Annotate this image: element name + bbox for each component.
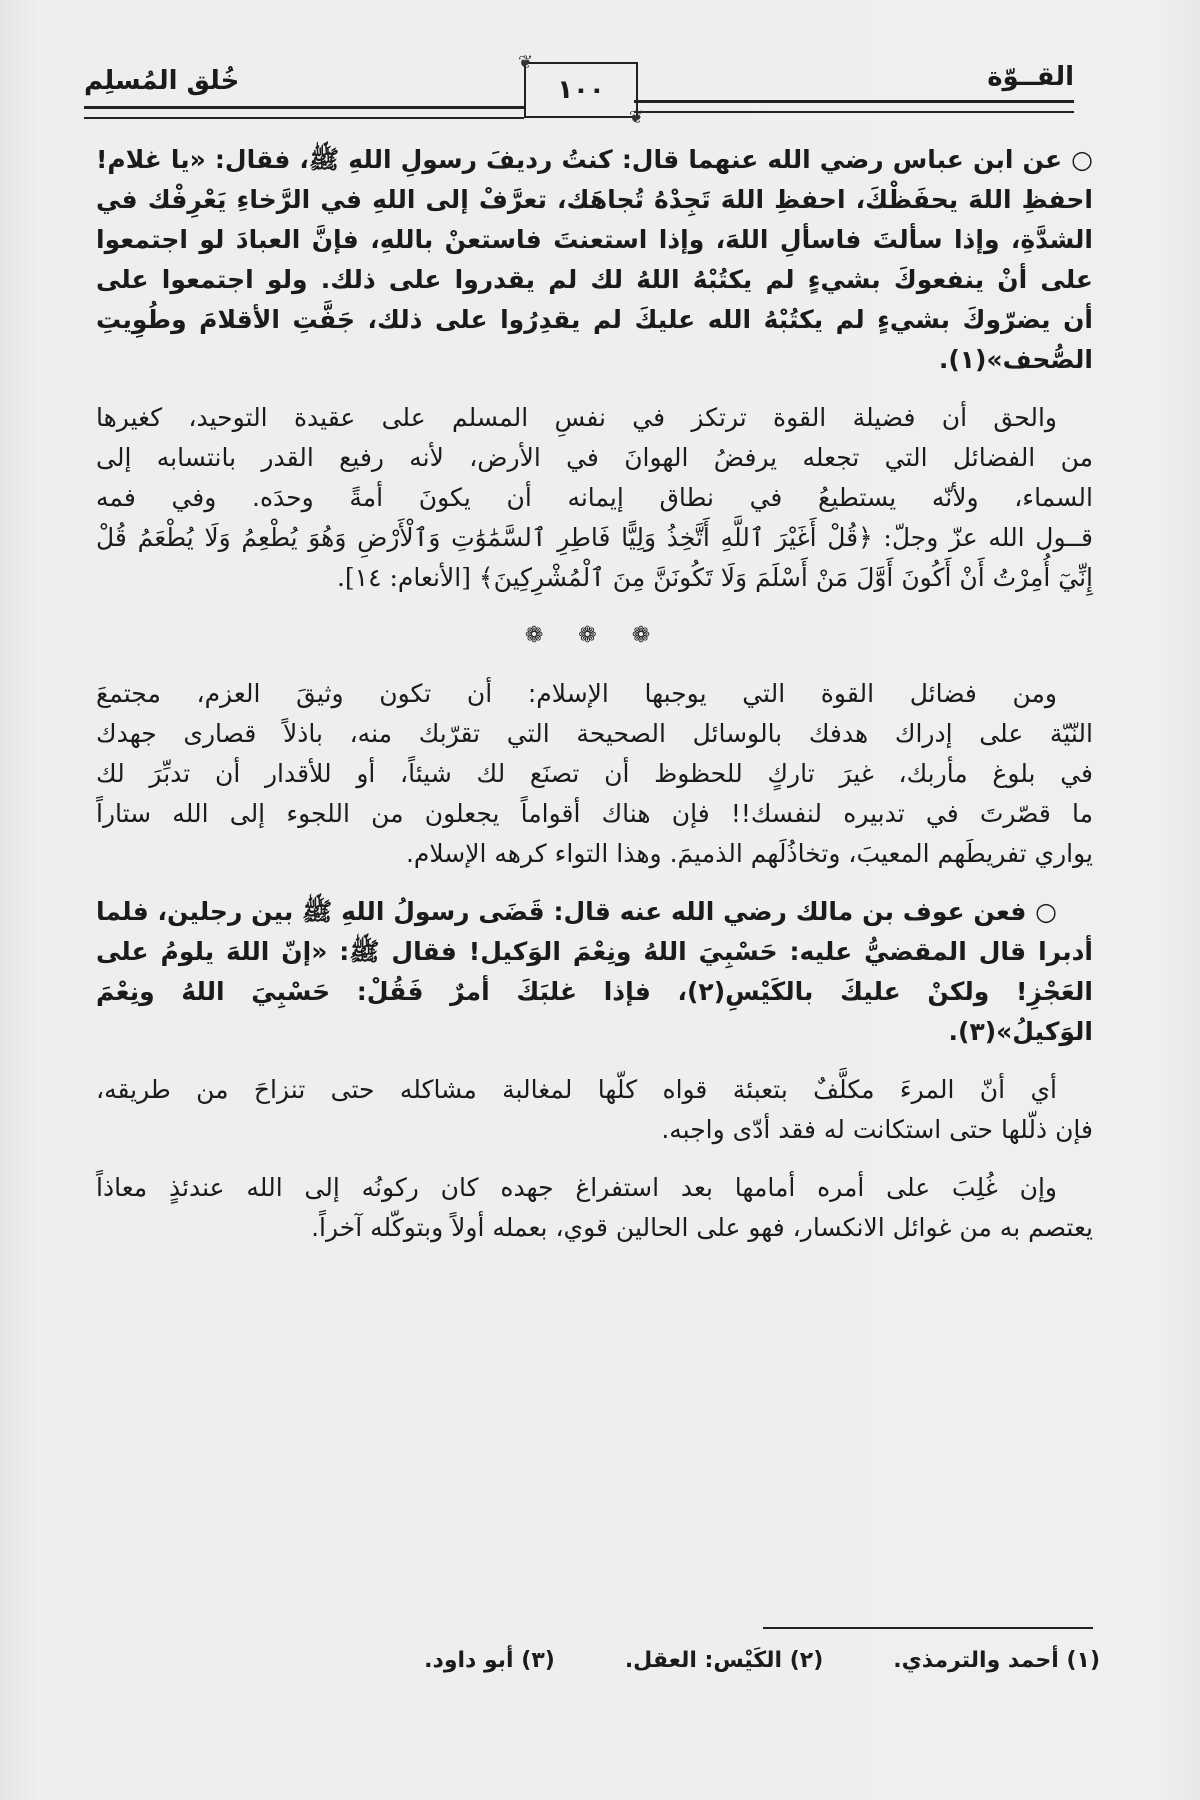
footnote-2 <box>625 1648 823 1673</box>
text-line: الصُّحف»(١). <box>938 345 1093 374</box>
page-number-box <box>518 52 644 128</box>
header-rule-left <box>84 106 524 119</box>
text-line: العَجْزِ! ولكنْ عليكَ بالكَيْسِ(٢)، فإذا غلبَكَ أمرٌ فَقُلْ: حَسْبِيَ اللهُ ونِعْمَ <box>96 977 1093 1006</box>
text-line: النّيّة على إدراك هدفك بالوسائل الصحيحة التي تقرّبك منه، باذلاً قصارى جهدك <box>96 719 1093 748</box>
footnote-marker: (٢) <box>789 1648 824 1673</box>
text-line: يعتصم به من غوائل الانكسار، فهو على الحالين قوي، بعمله أولاً وبتوكّله آخراً. <box>311 1213 1093 1242</box>
paragraph-tawhid <box>96 398 1093 598</box>
text-line: والحق أن فضيلة القوة ترتكز في نفسِ المسلم على عقيدة التوحيد، كغيرها <box>96 403 1057 432</box>
text-line: الشدَّةِ، وإذا سألتَ فاسألِ اللهَ، وإذا استعنتَ فاستعنْ باللهِ، فإنَّ العبادَ لو اجتمعوا <box>96 225 1093 254</box>
quran-verse-line: إِنِّيٓ أُمِرْتُ أَنْ أَكُونَ أَوَّلَ مَنْ أَسْلَمَ وَلَا تَكُونَنَّ مِنَ ٱلْمُشْرِكِينَ﴾ [الأنعام: ١٤]. <box>336 563 1093 592</box>
footnotes <box>180 1648 1100 1673</box>
text-line: فإن ذلّلها حتى استكانت له فقد أدّى واجبه. <box>661 1115 1093 1144</box>
paragraph-hadith-ibn-abbas <box>96 140 1093 380</box>
text-line: أدبرا قال المقضيُّ عليه: حَسْبِيَ اللهُ ونِعْمَ الوَكيل! فقال ﷺ: «إنّ اللهَ يلومُ على <box>96 937 1093 966</box>
text-line: ما قصّرتَ في تدبيره لنفسك!! فإن هناك أقواماً يجعلون من اللجوء إلى الله ستاراً <box>96 799 1093 828</box>
floral-ornament-icon: ❦ <box>518 52 534 73</box>
footnote-text: الكَيْس: العقل. <box>624 1648 783 1673</box>
footnote-3 <box>424 1648 555 1673</box>
paragraph-virtues <box>96 674 1093 874</box>
footnote-text: أحمد والترمذي. <box>893 1648 1059 1673</box>
text-line: في بلوغ مأربك، غيرَ تاركٍ للحظوظ أن تصنَع لك شيئاً، أو للأقدار أن تدبِّرَ لك <box>96 759 1093 788</box>
chapter-title: القــوّة <box>987 62 1074 92</box>
book-title: خُلق المُسلِم <box>84 66 240 96</box>
text-line: احفظِ اللهَ يحفَظْكَ، احفظِ اللهَ تَجِدْهُ تُجاهَك، تعرَّفْ إلى اللهِ في الرَّخاءِ يَعْرِفْك في <box>96 185 1093 214</box>
footnote-1 <box>893 1648 1100 1673</box>
footnote-divider <box>763 1627 1093 1629</box>
footnote-marker: (٣) <box>521 1648 555 1673</box>
text-line: السماء، ولأنّه يستطيعُ في نطاق إيمانه أن يكونَ أمةً وحدَه. وفي فمه <box>96 483 1093 512</box>
text-line: على أنْ ينفعوكَ بشيءٍ لم يكتُبْهُ اللهُ لك لم يقدروا على ذلك. ولو اجتمعوا على <box>96 265 1093 294</box>
section-separator: ❁ ❁ ❁ <box>524 623 665 648</box>
paragraph-hadith-awf <box>96 892 1093 1052</box>
footnote-text: أبو داود. <box>424 1648 514 1673</box>
text-line: ○ عن ابن عباس رضي الله عنهما قال: كنتُ رديفَ رسولِ اللهِ ﷺ، فقال: «يا غلام! <box>96 145 1093 174</box>
page-number: ١٠٠ <box>557 75 605 105</box>
footnote-marker: (١) <box>1066 1648 1100 1673</box>
text-line: ومن فضائل القوة التي يوجبها الإسلام: أن تكون وثيقَ العزم، مجتمعَ <box>96 679 1057 708</box>
page-header <box>84 52 1074 128</box>
body-text <box>96 140 1093 1266</box>
text-line: يواري تفريطَهم المعيبَ، وتخاذُلَهم الذميمَ. وهذا التواء كرهه الإسلام. <box>405 839 1093 868</box>
header-rule-right <box>634 100 1074 113</box>
text-line: وإن غُلِبَ على أمره أمامها بعد استفراغ جهده كان ركونُه إلى الله عندئذٍ معاذاً <box>96 1173 1057 1202</box>
paragraph-explanation <box>96 1070 1093 1150</box>
floral-ornament-icon: ❦ <box>628 107 644 128</box>
paragraph-conclusion <box>96 1168 1093 1248</box>
text-line: ○ فعن عوف بن مالك رضي الله عنه قال: قَضَى رسولُ اللهِ ﷺ بين رجلين، فلما <box>96 897 1057 926</box>
text-line: أي أنّ المرءَ مكلَّفٌ بتعبئة قواه كلّها لمغالبة مشاكله حتى تنزاحَ من طريقه، <box>96 1075 1057 1104</box>
text-line: أن يضرّوكَ بشيءٍ لم يكتُبْهُ الله عليكَ لم يقدِرُوا على ذلك، جَفَّتِ الأقلامَ وطُوِيتِ <box>96 305 1093 334</box>
text-line: من الفضائل التي تجعله يرفضُ الهوانَ في الأرض، لأنه رفيع القدر بانتسابه إلى <box>96 443 1093 472</box>
quran-verse-line: قــول الله عزّ وجلّ: ﴿قُلْ أَغَيْرَ ٱللَّهِ أَتَّخِذُ وَلِيًّا فَاطِرِ ٱلسَّمَٰوَٰتِ وَٱلْأَرْضِ وَهُوَ يُطْعِمُ وَلَا يُطْعَمُ قُلْ <box>96 523 1093 552</box>
text-line: الوَكيلُ»(٣). <box>948 1017 1093 1046</box>
